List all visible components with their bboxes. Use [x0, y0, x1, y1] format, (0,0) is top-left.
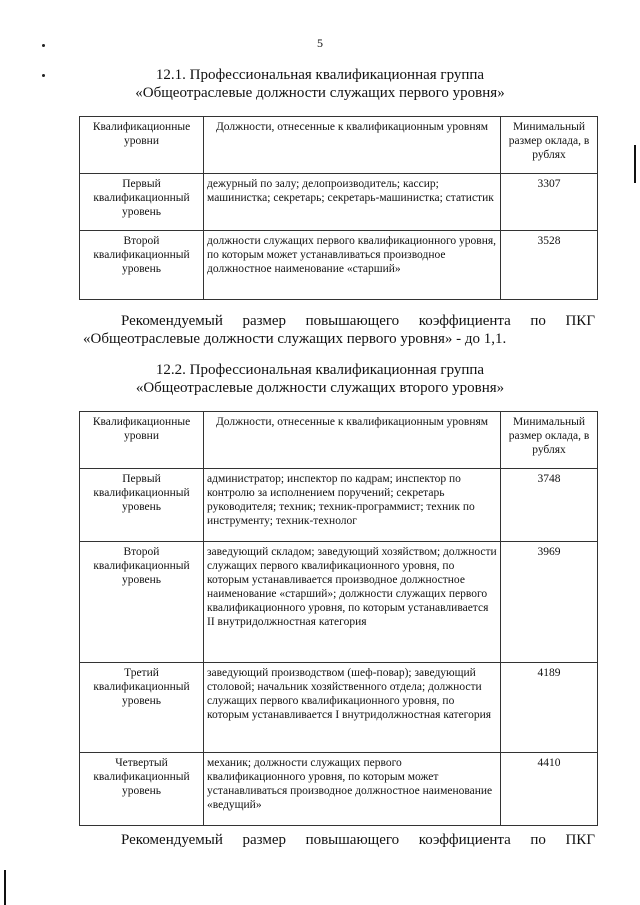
paragraph-1-line2: «Общеотраслевые должности служащих первого уровня» - до 1,1.: [83, 331, 507, 347]
table-row: [80, 231, 598, 300]
section-2-title-line1: 12.2. Профессиональная квалификационная группа: [155, 362, 485, 378]
section-1-table: [79, 116, 598, 300]
table-row: [80, 174, 598, 231]
header-salary: Минимальный размер оклада, в рублях: [501, 117, 598, 174]
table-row: [80, 663, 598, 753]
scan-edge-mark: [4, 870, 6, 905]
cell-salary: 4189: [501, 663, 598, 753]
cell-positions: администратор; инспектор по кадрам; инспектор по контролю за исполнением поручений; секретарь руководителя; техник; техник-программист; техник по инструменту; техник-технолог: [204, 469, 501, 542]
cell-positions: механик; должности служащих первого квалификационного уровня, по которым может устанавливаться производное должностное наименование «ведущий»: [204, 753, 501, 826]
page-number: 5: [317, 36, 323, 50]
cell-positions: заведующий производством (шеф-повар); заведующий столовой; начальник хозяйственного отдела; должности служащих первого квалификационного уровня, по которым устанавливается I внутридолжностная категория: [204, 663, 501, 753]
cell-level: Первый квалификационный уровень: [80, 174, 204, 231]
section-1-title-line2: «Общеотраслевые должности служащих первого уровня»: [135, 85, 505, 101]
section-1-title: [0, 66, 640, 102]
section-2-title: [0, 361, 640, 397]
scan-edge-mark: [634, 145, 636, 183]
table-row: [80, 469, 598, 542]
table-header-row: [80, 117, 598, 174]
scan-speck: [42, 44, 45, 47]
header-levels: Квалификационные уровни: [80, 117, 204, 174]
cell-level: Четвертый квалификационный уровень: [80, 753, 204, 826]
section-2-title-line2: «Общеотраслевые должности служащих второго уровня»: [135, 380, 505, 396]
cell-level: Второй квалификационный уровень: [80, 542, 204, 663]
cell-salary: 3528: [501, 231, 598, 300]
cell-salary: 3307: [501, 174, 598, 231]
header-salary: Минимальный размер оклада, в рублях: [501, 412, 598, 469]
paragraph-2-line1: Рекомендуемый размер повышающего коэффициента по ПКГ: [121, 832, 595, 848]
paragraph-1: [83, 312, 595, 348]
cell-positions: должности служащих первого квалификационного уровня, по которым может устанавливаться производное должностное наименование «старший»: [204, 231, 501, 300]
cell-salary: 3969: [501, 542, 598, 663]
table-row: [80, 542, 598, 663]
paragraph-1-line1: Рекомендуемый размер повышающего коэффициента по ПКГ: [121, 313, 595, 329]
table-row: [80, 753, 598, 826]
header-levels: Квалификационные уровни: [80, 412, 204, 469]
cell-positions: дежурный по залу; делопроизводитель; кассир; машинистка; секретарь; секретарь-машинистка; статистик: [204, 174, 501, 231]
cell-level: Третий квалификационный уровень: [80, 663, 204, 753]
cell-level: Первый квалификационный уровень: [80, 469, 204, 542]
header-positions: Должности, отнесенные к квалификационным уровням: [204, 412, 501, 469]
cell-salary: 3748: [501, 469, 598, 542]
table-header-row: [80, 412, 598, 469]
cell-positions: заведующий складом; заведующий хозяйством; должности служащих первого квалификационного уровня, по которым устанавливается производное должностное наименование «старший»; должности служащих первого квалификационного уровня, по которым устанавливается II внутридолжностная категория: [204, 542, 501, 663]
section-2-table: [79, 411, 598, 826]
cell-salary: 4410: [501, 753, 598, 826]
header-positions: Должности, отнесенные к квалификационным уровням: [204, 117, 501, 174]
section-1-title-line1: 12.1. Профессиональная квалификационная группа: [155, 67, 485, 83]
cell-level: Второй квалификационный уровень: [80, 231, 204, 300]
paragraph-2: [83, 831, 595, 849]
